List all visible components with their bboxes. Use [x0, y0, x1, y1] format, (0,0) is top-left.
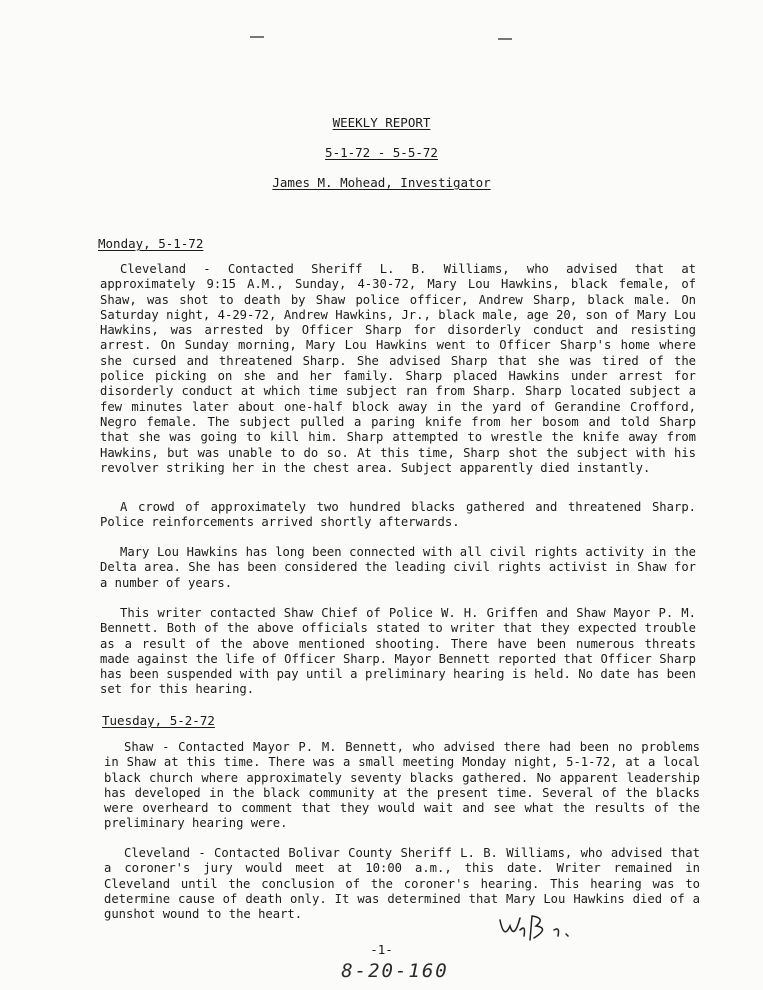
monday-paragraph-3: Mary Lou Hawkins has long been connected with all civil rights activity in the Delta area. She has been considered the leading civil rights activist in Shaw for a number of years.: [100, 545, 696, 590]
top-mark-left: [250, 36, 264, 38]
monday-paragraph-2: A crowd of approximately two hundred blacks gathered and threatened Sharp. Police reinforcements arrived shortly afterwards.: [100, 500, 696, 530]
handwritten-initials: [496, 906, 576, 946]
monday-paragraph-4: This writer contacted Shaw Chief of Police W. H. Griffen and Shaw Mayor P. M. Bennett. Both of the above officials stated to writer that they expected trouble as a result of the above mentioned shooting. There have been numerous threats made against the life of Officer Sharp. Mayor Bennett reported that Officer Sharp has been suspended with pay until a preliminary hearing is held. No date has been set for this hearing.: [100, 606, 696, 697]
page-number: -1-: [370, 942, 393, 957]
report-author: James M. Mohead, Investigator: [272, 175, 491, 190]
report-dates: 5-1-72 - 5-5-72: [325, 145, 438, 160]
handwritten-file-number: 8-20-160: [341, 960, 449, 982]
tuesday-paragraph-1: Shaw - Contacted Mayor P. M. Bennett, who advised there had been no problems in Shaw at this time. There was a small meeting Monday night, 5-1-72, at a local black church where approximately seventy blacks gathered. No apparent leadership has developed in the black community at the present time. Several of the blacks were overheard to comment that they would wait and see what the results of the preliminary hearing were.: [104, 740, 700, 831]
monday-paragraph-1: Cleveland - Contacted Sheriff L. B. Williams, who advised that at approximately 9:15 A.M., Sunday, 4-30-72, Mary Lou Hawkins, black female, of Shaw, was shot to death by Shaw police officer, Andrew Sharp, black male. On Saturday night, 4-29-72, Andrew Hawkins, Jr., black male, age 20, son of Mary Lou Hawkins, was arrested by Officer Sharp for disorderly conduct and resisting arrest. On Sunday morning, Mary Lou Hawkins went to Officer Sharp's home where she cursed and threatened Sharp. She advised Sharp that she was tired of the police picking on she and her family. Sharp placed Hawkins under arrest for disorderly conduct at which time subject ran from Sharp. Sharp located subject a few minutes later about one-half block away in the yard of Gerandine Crofford, Negro female. The subject pulled a paring knife from her bosom and told Sharp that she was going to kill him. Sharp attempted to wrestle the knife away from Hawkins, but was unable to do so. At this time, Sharp shot the subject with his revolver striking her in the chest area. Subject apparently died instantly.: [100, 262, 696, 475]
report-title: WEEKLY REPORT: [332, 115, 431, 130]
tuesday-paragraph-2: Cleveland - Contacted Bolivar County Sheriff L. B. Williams, who advised that a coroner's jury would meet at 10:00 a.m., this date. Writer remained in Cleveland until the conclusion of the coroner's hearing. This hearing was to determine cause of death only. It was determined that Mary Lou Hawkins died of a gunshot wound to the heart.: [104, 846, 700, 922]
monday-heading: Monday, 5-1-72: [98, 236, 204, 251]
top-mark-right: [498, 38, 512, 40]
tuesday-heading: Tuesday, 5-2-72: [102, 713, 215, 728]
